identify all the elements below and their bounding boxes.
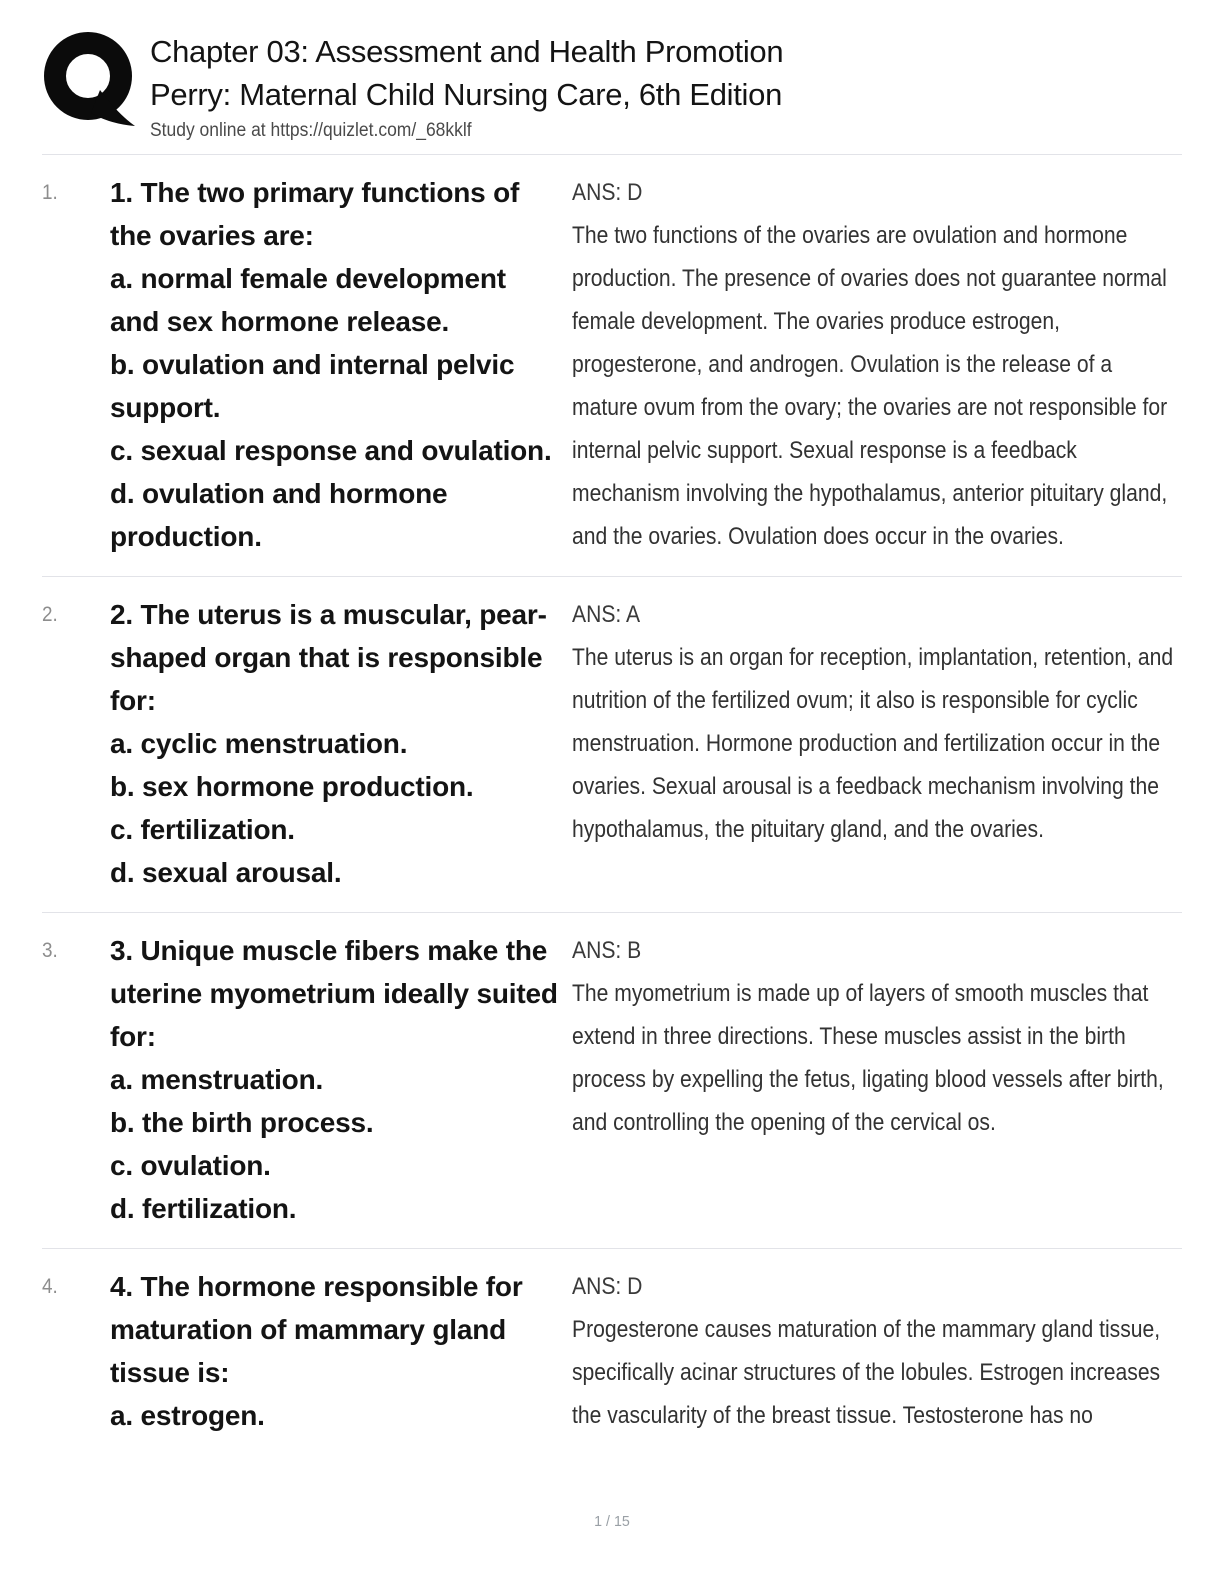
margin-number: 3.	[42, 939, 58, 962]
question-option: a. cyclic menstruation.	[110, 728, 408, 759]
question-stem: 2. The uterus is a muscular, pear-shaped organ that is responsible for:	[110, 599, 547, 716]
question-option: a. estrogen.	[110, 1400, 265, 1431]
answer-text-wrapper	[572, 593, 1178, 851]
question-option: c. sexual response and ovulation.	[110, 435, 552, 466]
page-number: 1 / 15	[594, 1513, 630, 1530]
question-stem: 4. The hormone responsible for maturation of mammary gland tissue is:	[110, 1271, 523, 1388]
page-subtitle: Perry: Maternal Child Nursing Care, 6th Edition	[150, 77, 783, 112]
answer-label: ANS: D	[572, 179, 643, 206]
question-text	[110, 171, 562, 558]
question-option: b. ovulation and internal pelvic support.	[110, 349, 515, 423]
answer-text-wrapper	[572, 929, 1178, 1144]
question-option: d. sexual arousal.	[110, 857, 342, 888]
answer-label: ANS: D	[572, 1273, 643, 1300]
answer-block	[572, 593, 1182, 894]
question-row	[42, 155, 1182, 576]
document-header	[42, 26, 1182, 155]
study-online-url: Study online at https://quizlet.com/_68kklf	[150, 120, 472, 141]
margin-number: 2.	[42, 603, 58, 626]
question-option: d. ovulation and hormone production.	[110, 478, 448, 552]
question-option: c. ovulation.	[110, 1150, 271, 1181]
question-option: d. fertilization.	[110, 1193, 297, 1224]
answer-block	[572, 1265, 1182, 1437]
question-stem: 1. The two primary functions of the ovaries are:	[110, 177, 520, 251]
margin-number: 4.	[42, 1275, 58, 1298]
question-option: a. normal female development and sex hormone release.	[110, 263, 506, 337]
title-block	[150, 26, 783, 142]
answer-text-wrapper	[572, 1265, 1178, 1437]
question-text	[110, 593, 562, 894]
question-stem: 3. Unique muscle fibers make the uterine myometrium ideally suited for:	[110, 935, 558, 1052]
question-option: b. the birth process.	[110, 1107, 374, 1138]
answer-block	[572, 929, 1182, 1230]
answer-rationale: Progesterone causes maturation of the mammary gland tissue, specifically acinar structures of the lobules. Estrogen increases the vascularity of the breast tissue. Testosterone has no	[572, 1316, 1161, 1429]
answer-block	[572, 171, 1182, 558]
question-row	[42, 576, 1182, 912]
question-option: a. menstruation.	[110, 1064, 324, 1095]
question-option: c. fertilization.	[110, 814, 295, 845]
answer-rationale: The uterus is an organ for reception, implantation, retention, and nutrition of the fertilized ovum; it also is responsible for cyclic menstruation. Hormone production and fertilization occur in the ovaries. Sexual arousal is a feedback mechanism involving the hypothalamus, the pituitary gland, and the ovaries.	[572, 644, 1174, 843]
question-text	[110, 929, 562, 1230]
question-row	[42, 1248, 1182, 1455]
page-title: Chapter 03: Assessment and Health Promotion	[150, 34, 784, 69]
answer-rationale: The myometrium is made up of layers of smooth muscles that extend in three directions. These muscles assist in the birth process by expelling the fetus, ligating blood vessels after birth, and controlling the opening of the cervical os.	[572, 980, 1164, 1136]
margin-number: 1.	[42, 181, 58, 204]
quizlet-q-logo-icon	[42, 26, 136, 132]
answer-label: ANS: A	[572, 601, 641, 628]
answer-rationale: The two functions of the ovaries are ovulation and hormone production. The presence of ovaries does not guarantee normal female development. The ovaries produce estrogen, progesterone, and androgen. Ovulation is the release of a mature ovum from the ovary; the ovaries are not responsible for internal pelvic support. Sexual response is a feedback mechanism involving the hypothalamus, anterior pituitary gland, and the ovaries. Ovulation does occur in the ovaries.	[572, 222, 1168, 550]
answer-text-wrapper	[572, 171, 1178, 558]
question-text	[110, 1265, 562, 1437]
question-option: b. sex hormone production.	[110, 771, 474, 802]
answer-label: ANS: B	[572, 937, 642, 964]
question-row	[42, 912, 1182, 1248]
